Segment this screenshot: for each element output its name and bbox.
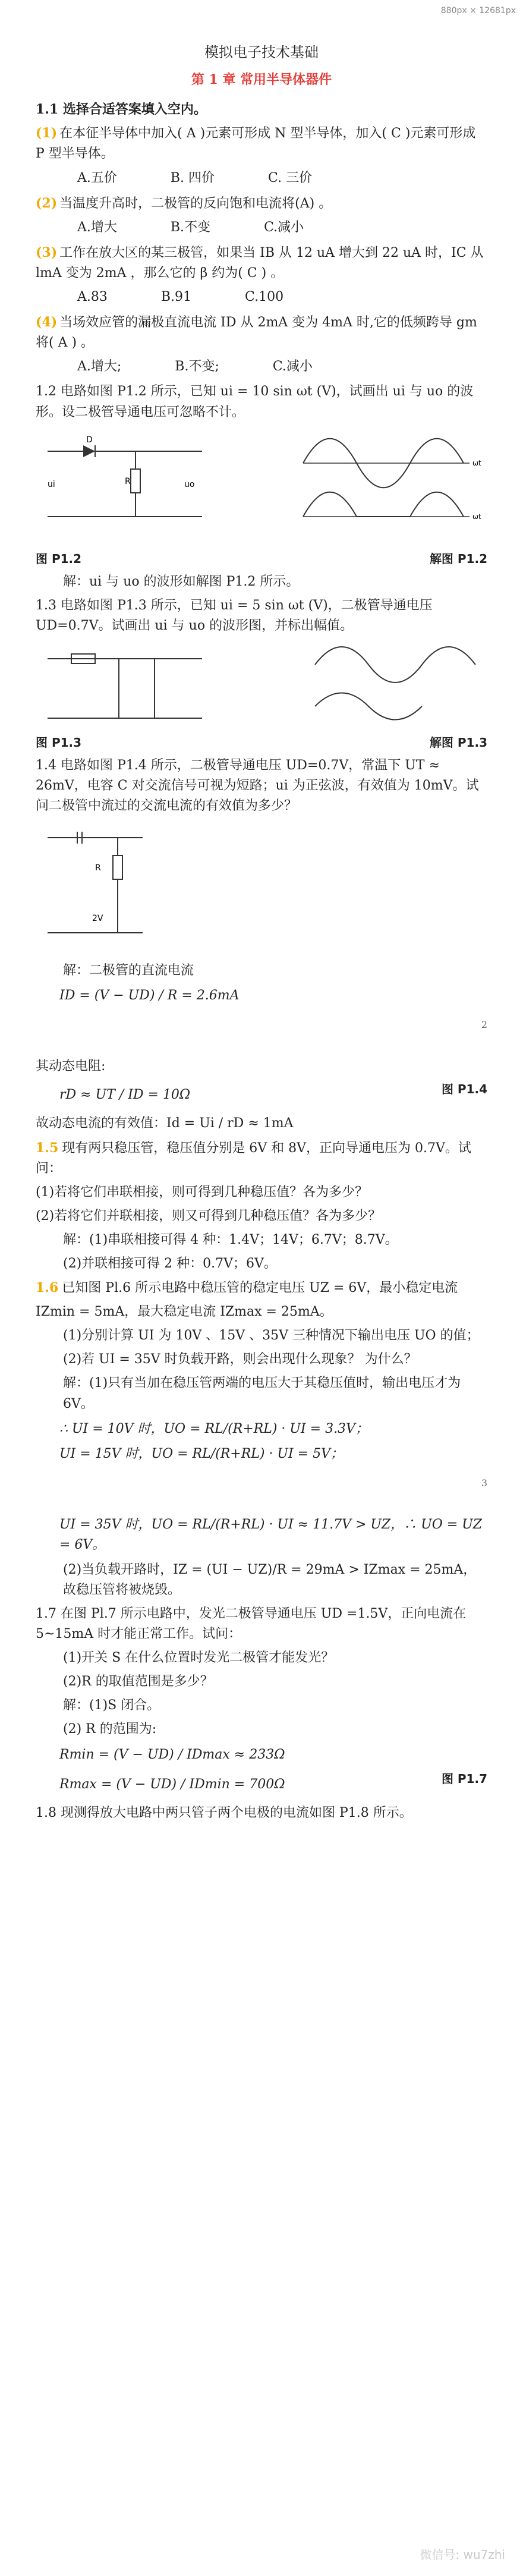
answer-1-5-2: (2)并联相接可得 2 种：0.7V；6V。 <box>63 1256 277 1271</box>
formula-17-1: Rmin = (V − UD) / IDmax ≈ 233Ω <box>59 1747 285 1762</box>
answer-1-7-1: 解：(1)S 闭合。 <box>63 1698 160 1713</box>
page-number-2: 2 <box>481 1019 487 1031</box>
caption-p1-2: 图 P1.2 <box>36 551 82 566</box>
q2-opt-b: B.不变 <box>170 219 211 235</box>
q17-2: (2)R 的取值范围是多少？ <box>63 1674 213 1690</box>
q2-opt-a: A.增大 <box>77 219 117 235</box>
svg-text:2V: 2V <box>92 914 103 924</box>
q3: (3) 工作在放大区的某三极管，如果当 IB 从 12 uA 增大到 22 uA 时，IC 从 lmA 变为 2mA ，那么它的 β 约为( C ) 。 <box>36 244 484 281</box>
svg-text:ωt: ωt <box>472 458 481 467</box>
chapter-title: 第 1 章 常用半导体器件 <box>191 72 332 88</box>
q2-opt-c: C.减小 <box>264 219 304 235</box>
doc-title: 模拟电子技术基础 <box>204 44 319 61</box>
svg-text:ωt: ωt <box>472 512 481 521</box>
formula-rd: rD ≈ UT / ID = 10Ω <box>59 1087 191 1103</box>
q3-opt-c: C.100 <box>245 290 284 305</box>
effective-current: 故动态电流的有效值：Id = Ui / rD ≈ 1mA <box>36 1116 294 1131</box>
section-1-5-text: 1.5 现有两只稳压管，稳压值分别是 6V 和 8V，正向导通电压为 0.7V。试问： <box>36 1140 471 1176</box>
waveform-p1-2-diagram <box>291 427 487 546</box>
circuit-p1-4-diagram <box>36 820 160 951</box>
q17-1: (1)开关 S 在什么位置时发光二极管才能发光？ <box>63 1650 335 1666</box>
answer-1-7-2: (2) R 的范围为: <box>63 1722 157 1737</box>
section-1-6-text2: IZmin = 5mA，最大稳定电流 IZmax = 25mA。 <box>36 1304 333 1320</box>
svg-text:ui: ui <box>48 479 55 489</box>
answer-1-6-2: (2)当负载开路时，IZ = (UI − UZ)/R = 29mA > IZmax = 25mA，故稳压管将被烧毁。 <box>63 1562 477 1597</box>
section-1-7-text: 1.7 在图 Pl.7 所示电路中，发光二极管导通电压 UD =1.5V，正向电流在 5~15mA 时才能正常工作。试问： <box>36 1606 467 1642</box>
circuit-p1-3-diagram <box>36 641 214 730</box>
q1-opt-a: A.五价 <box>77 170 117 185</box>
formula-16-2: UI = 15V 时，UO = RL/(R+RL) · UI = 5V； <box>59 1446 344 1461</box>
section-1-6-text: 1.6 已知图 Pl.6 所示电路中稳压管的稳定电压 UZ = 6V，最小稳定电流 <box>36 1280 458 1296</box>
svg-text:R: R <box>125 476 131 486</box>
q4-opt-c: C.减小 <box>272 359 313 375</box>
answer-1-4: 解：二极管的直流电流 <box>63 963 194 979</box>
section-1-8-tail: 1.8 现测得放大电路中两只管子两个电极的电流如图 P1.8 所示。 <box>36 1805 412 1820</box>
q16-2: (2)若 UI = 35V 时负载开路，则会出现什么现象？ 为什么？ <box>63 1352 417 1367</box>
answer-1-6-1: 解：(1)只有当加在稳压管两端的电压大于其稳压值时，输出电压才为 6V。 <box>63 1376 461 1411</box>
q3-options <box>77 287 487 307</box>
q4-opt-b: B.不变; <box>175 359 219 375</box>
caption-p1-3: 图 P1.3 <box>36 735 82 750</box>
answer-1-2: 解：ui 与 uo 的波形如解图 P1.2 所示。 <box>63 574 300 589</box>
formula-dc-current: ID = (V − UD) / R = 2.6mA <box>59 988 240 1004</box>
q4-options <box>77 357 487 377</box>
formula-16-1: ∴ UI = 10V 时，UO = RL/(R+RL) · UI = 3.3V； <box>59 1421 368 1436</box>
q16-1: (1)分别计算 UI 为 10V 、15V 、35V 三种情况下输出电压 UO 的值； <box>63 1328 480 1344</box>
q4: (4) 当场效应管的漏极直流电流 ID 从 2mA 变为 4mA 时,它的低频跨导 gm 将( A ) 。 <box>36 314 477 351</box>
q15-1: (1)若将它们串联相接，则可得到几种稳压值？各为多少？ <box>36 1184 368 1200</box>
q4-opt-a: A.增大; <box>77 359 122 375</box>
formula-16-3: UI = 35V 时，UO = RL/(R+RL) · UI ≈ 11.7V > UZ，∴ UO = UZ = 6V。 <box>59 1517 483 1552</box>
q2: (2) 当温度升高时，二极管的反向饱和电流将(A) 。 <box>36 195 332 211</box>
q1-opt-c: C. 三价 <box>268 170 313 185</box>
q1-opt-b: B. 四价 <box>170 170 215 185</box>
size-readout: 880px × 12681px <box>440 6 516 15</box>
svg-text:R: R <box>95 863 101 873</box>
answer-1-5-1: 解：(1)串联相接可得 4 种：1.4V；14V；6.7V；8.7V。 <box>63 1232 398 1247</box>
caption-p1-4: 图 P1.4 <box>441 1082 487 1097</box>
waveform-p1-3-diagram <box>309 641 487 730</box>
document-body <box>36 42 487 1827</box>
section-1-2-text: 1.2 电路如图 P1.2 所示，已知 ui = 10 sin ωt (V)，试画出 ui 与 uo 的波形。设二极管导通电压可忽略不计。 <box>36 384 474 420</box>
circuit-p1-2-diagram <box>36 427 232 546</box>
section-1-3-text: 1.3 电路如图 P1.3 所示，已知 ui = 5 sin ωt (V)，二极管导通电压 UD=0.7V。试画出 ui 与 uo 的波形图，并标出幅值。 <box>36 597 433 633</box>
q3-opt-b: B.91 <box>160 290 192 305</box>
caption-answer-p1-3: 解图 P1.3 <box>429 735 487 750</box>
q15-2: (2)若将它们并联相接，则又可得到几种稳压值？各为多少？ <box>36 1208 382 1223</box>
q1-options <box>77 168 487 188</box>
p1-7-row <box>36 1770 487 1800</box>
watermark: 微信号: wu7zhi <box>420 2547 505 2562</box>
caption-p1-7: 图 P1.7 <box>441 1771 487 1786</box>
caption-answer-p1-2: 解图 P1.2 <box>429 551 487 566</box>
fig-p1-3-captions <box>36 734 487 752</box>
svg-text:uo: uo <box>184 479 195 489</box>
section-1-1-title: 1.1 选择合适答案填入空内。 <box>36 102 207 118</box>
svg-text:D: D <box>86 435 93 445</box>
formula-17-2: Rmax = (V − UD) / IDmin = 700Ω <box>59 1776 285 1792</box>
fig-p1-3-row <box>36 641 487 730</box>
q2-options <box>77 218 487 238</box>
section-1-4-text: 1.4 电路如图 P1.4 所示，二极管导通电压 UD=0.7V，常温下 UT ≈ 26mV，电容 C 对交流信号可视为短路；ui 为正弦波，有效值为 10mV。试问二极管中流过的交流电流的有效值为多少？ <box>36 757 479 814</box>
q3-opt-a: A.83 <box>77 290 108 305</box>
dynamic-resistance-label: 其动态电阻: <box>36 1059 106 1074</box>
fig-p1-2-row <box>36 427 487 546</box>
page-number-3: 3 <box>481 1477 487 1489</box>
fig-p1-2-captions <box>36 550 487 568</box>
dyn-row <box>36 1080 487 1110</box>
q1: (1) 在本征半导体中加入( A )元素可形成 N 型半导体，加入( C )元素可形成 P 型半导体。 <box>36 125 476 162</box>
